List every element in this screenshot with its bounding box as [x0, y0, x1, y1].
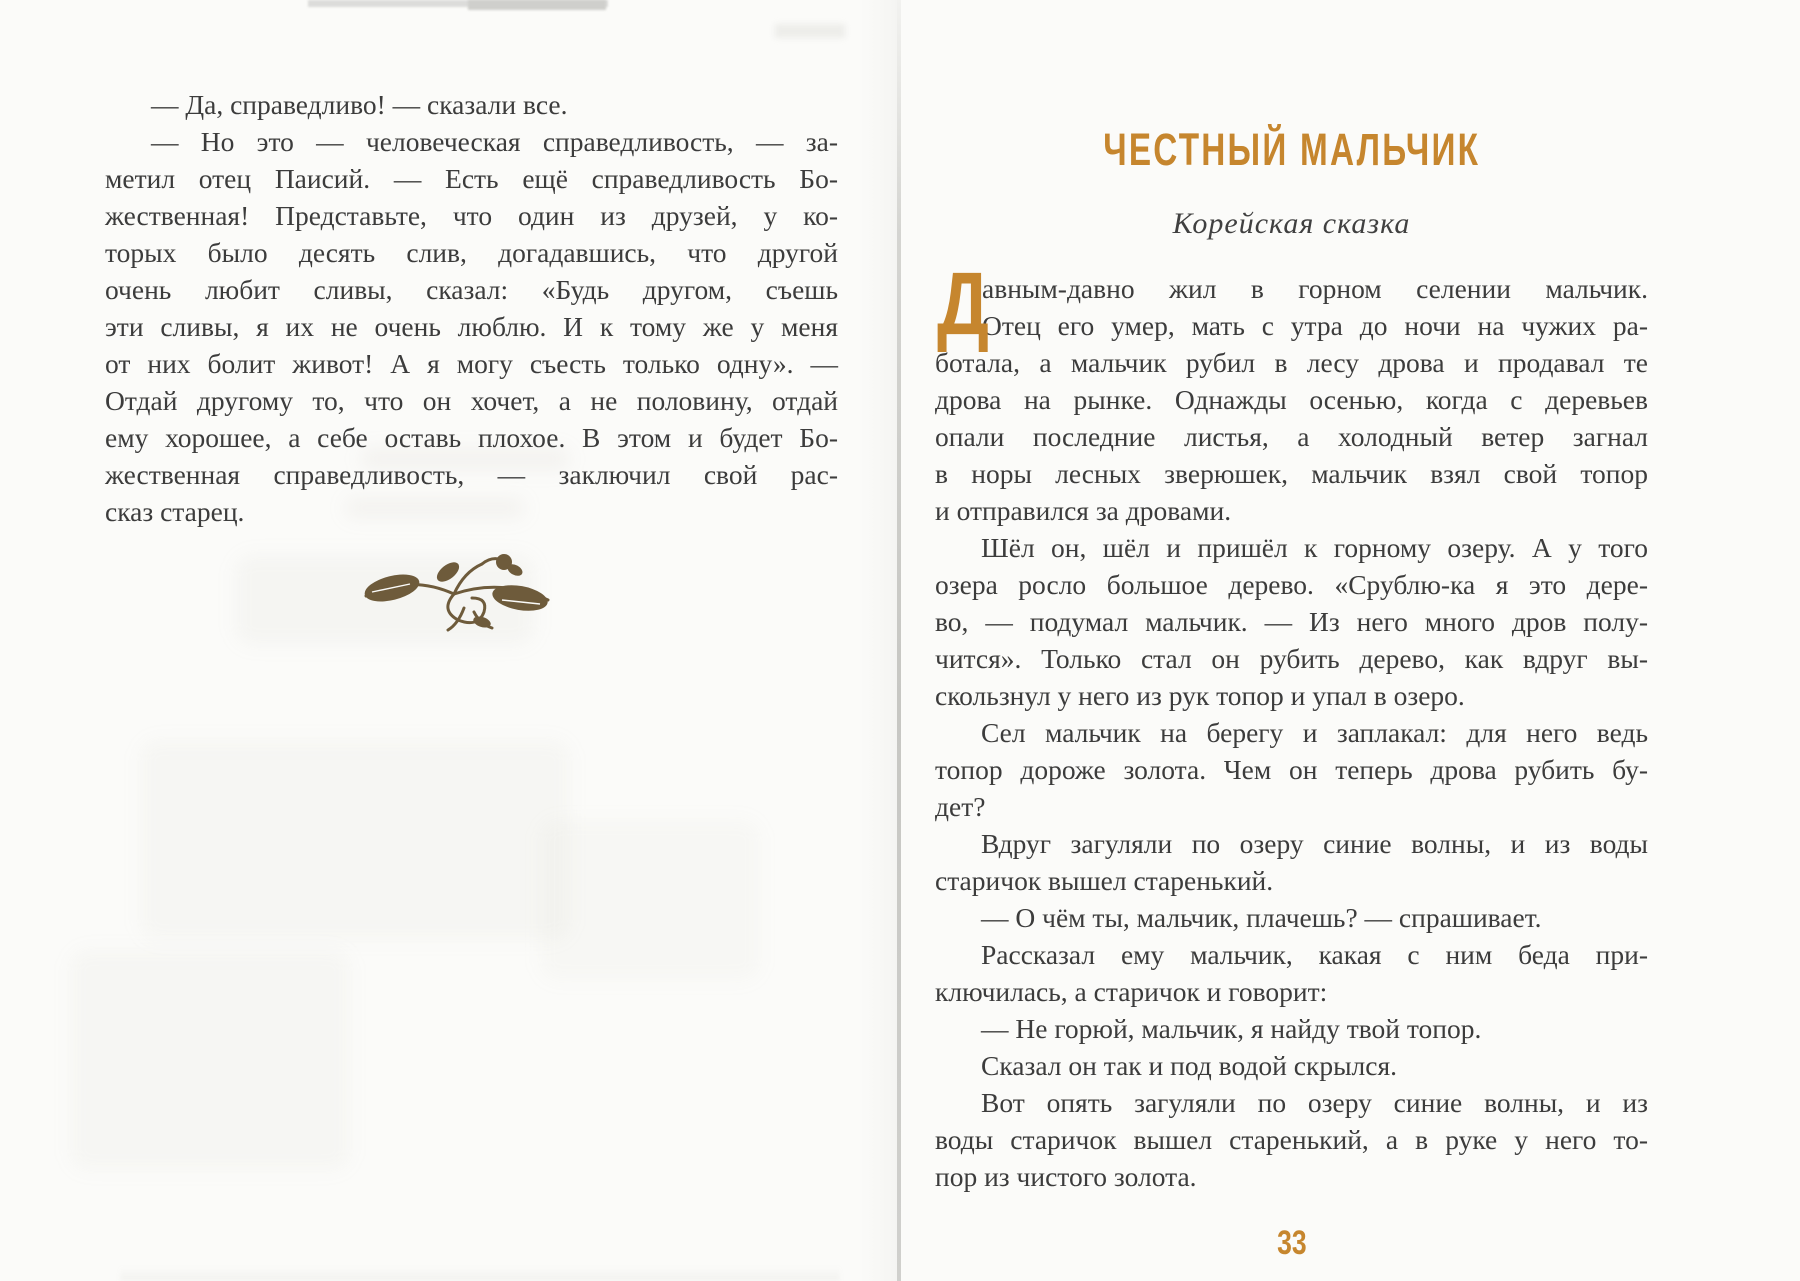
text-line: Отдай другому то, что он хочет, а не половину, отдай [105, 385, 838, 416]
text-line: Вдруг загуляли по озеру синие волны, и из воды [981, 828, 1648, 859]
paragraph [935, 899, 1648, 936]
text-line: озера росло большое дерево. «Срублю-ка я это дере- [935, 569, 1648, 600]
text-line: — Не горюй, мальчик, я найду твой топор. [981, 1013, 1482, 1044]
text-line: Сел мальчик на берегу и заплакал: для него ведь [981, 717, 1648, 748]
text-line: очень любит сливы, сказал: «Будь другом, съешь [105, 274, 838, 305]
text-line: старичок вышел старенький. [935, 865, 1274, 896]
text-line: торых было десять слив, догадавшись, что другой [105, 237, 838, 268]
drop-cap: Д [937, 253, 989, 353]
text-line: Сказал он так и под водой скрылся. [981, 1050, 1398, 1081]
text-line: сказ старец. [105, 496, 245, 527]
paragraph [935, 253, 1648, 529]
scan-artifact [308, 0, 608, 7]
text-line: ему хорошее, а себе оставь плохое. В этом и будет Бо- [105, 422, 838, 453]
scan-artifact [120, 1266, 840, 1281]
text-line: Вот опять загуляли по озеру синие волны, и из [981, 1087, 1648, 1118]
text-line: метил отец Паисий. — Есть ещё справедливость Бо- [105, 163, 838, 194]
paragraph [935, 936, 1648, 1010]
story-subtitle: Корейская сказка [1172, 207, 1411, 240]
page-number [935, 1224, 1648, 1263]
paragraph [935, 1010, 1648, 1047]
text-line: ботала, а мальчик рубил в лесу дрова и продавал те [935, 347, 1648, 378]
right-page-text-column [935, 253, 1648, 1195]
page-showthrough [140, 740, 570, 940]
text-line: в норы лесных зверюшек, мальчик взял свой топор [935, 458, 1648, 489]
left-page-text-column [105, 86, 838, 530]
text-line: чится». Только стал он рубить дерево, как вдруг вы- [935, 643, 1648, 674]
paragraph [105, 123, 838, 530]
paragraph [935, 529, 1648, 714]
paragraph [935, 1047, 1648, 1084]
text-line: топор дороже золота. Чем он теперь дрова рубить бу- [935, 754, 1648, 785]
text-line: пор из чистого золота. [935, 1161, 1197, 1192]
text-line: авным-давно жил в горном селении мальчик. [982, 273, 1648, 304]
text-line: жественная! Представьте, что один из друзей, у ко- [105, 200, 838, 231]
text-line: — Да, справедливо! — сказали все. [151, 89, 568, 120]
scan-artifact [775, 24, 845, 38]
text-line: жественная справедливость, — заключил свой рас- [105, 459, 838, 490]
page-showthrough [540, 820, 760, 980]
text-line: — Но это — человеческая справедливость, — за- [151, 126, 838, 157]
text-line: Отец его умер, мать с утра до ночи на чужих ра- [982, 310, 1648, 341]
story-title-text: ЧЕСТНЫЙ МАЛЬЧИК [1103, 124, 1480, 175]
text-line: ключилась, а старичок и говорит: [935, 976, 1328, 1007]
page-number-text: 33 [1276, 1224, 1307, 1262]
text-line: воды старичок вышел старенький, а в руке у него то- [935, 1124, 1648, 1155]
page-gutter-shadow [860, 0, 897, 1281]
paragraph [105, 86, 838, 123]
story-title [935, 124, 1648, 176]
paragraph [935, 825, 1648, 899]
page-showthrough [70, 950, 350, 1170]
text-line: опали последние листья, а холодный ветер загнал [935, 421, 1648, 452]
scan-artifact [468, 0, 606, 10]
text-line: Шёл он, шёл и пришёл к горному озеру. А у того [981, 532, 1648, 563]
text-line: эти сливы, я их не очень люблю. И к тому же у меня [105, 311, 838, 342]
text-line: во, — подумал мальчик. — Из него много дров полу- [935, 606, 1648, 637]
text-line: — О чём ты, мальчик, плачешь? — спрашивает. [981, 902, 1542, 933]
text-line: Рассказал ему мальчик, какая с ним беда при- [981, 939, 1648, 970]
paragraph [935, 1084, 1648, 1195]
paragraph [935, 714, 1648, 825]
floral-ornament-icon [352, 548, 562, 634]
page-gutter-line [897, 0, 901, 1281]
text-line: дрова на рынке. Однажды осенью, когда с деревьев [935, 384, 1648, 415]
text-line: и отправился за дровами. [935, 495, 1232, 526]
text-line: дет? [935, 791, 986, 822]
text-line: от них болит живот! А я могу съесть только одну». — [105, 348, 838, 379]
text-line: скользнул у него из рук топор и упал в озеро. [935, 680, 1465, 711]
